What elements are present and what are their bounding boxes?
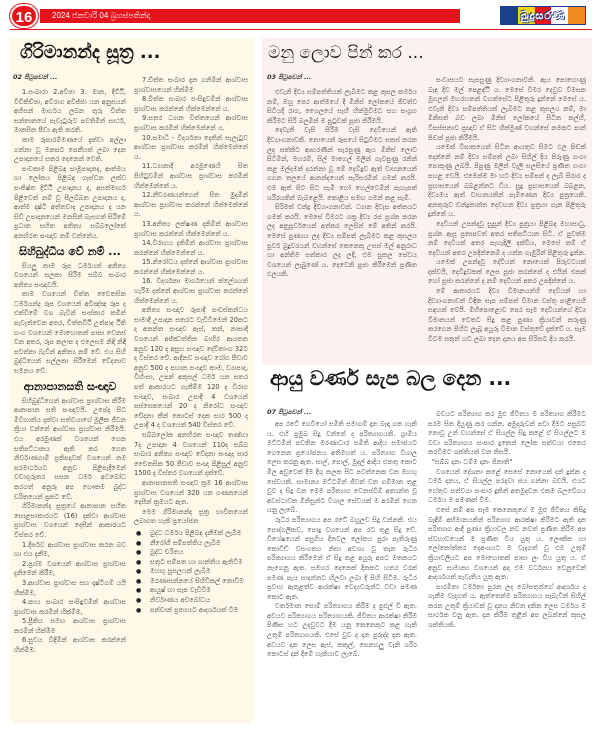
paragraph: 4.කාය සංඛාර සංසිඳුවමින් ආශ්වාස ප්‍රාශ්වාස කරමින් හික්මීම, [14, 598, 126, 616]
article-column [14, 88, 126, 718]
paragraph: 14.විරාගය දකිමින් ආශ්වාස ප්‍රාශ්වාස කරන්නේ හික්මෙන්නේ ය. [134, 239, 248, 257]
paragraph: ගිරිමානන්ද සූත්‍රයේ ආනාපාන සහිත සොළසාකාරයට (16) දක්වා ආශ්වාස ප්‍රාශ්වාස වශයෙන් දෙසීන් ආකාරයට විස්තර වේ. [14, 502, 126, 539]
paragraph: බවයට පරිත්‍යාග කර මුළු ජීවිතය ම පරිත්‍යාග කිරීමට පරම සිත දියුණු කර ගන්න. අමුදාරුවන් පවා දීමට පසුබට නොවූ උන් වහන්සේ ඒ සියල්ල සිදු කළේ ඒ සියල්ලට ම වඩා පරිත්‍යාගය සංසාර දුකෙන් ලෝක සත්වයා එතෙර කරවීමට ශක්තියක් වන නිසයි. [428, 410, 586, 457]
paragraph: මේ ආකාරයට දිව්‍ය විමානයන්හි දෙවියන් හා දිව්‍යාංගනාවන් විඳින සැප සම්පත් විමාන වස්තු පාළියෙහි සඳහන් වෙයි. මිහිපොළොව පෙර සෑම දෙවියන්ගේ දිව්‍ය විමානයන් වෙතට සිදු කළ පුණ්‍ය ක්‍රියාවන් කරුණු කරගෙන පිහිට ලැබූ අයුරු විමාන වස්තුවේ දැක්වේ ය. සෑම විටම සතුන් හට ලබා දෙන දානය අප සිරිකට දිය කරයි. [428, 287, 586, 344]
article-continued-from: 07 පිටුවෙන් ... [267, 408, 312, 416]
article-column [267, 420, 417, 725]
article-continued-from: 03 පිටුවෙන් ... [267, 73, 312, 81]
list-item: ● ආයුෂ් හා සැප වැඩිවීම [134, 586, 248, 596]
subheading: සිහිබුද්ධිය වේ නම් ... [19, 244, 121, 258]
paragraph: කාම රූපාරම්මණයේ දැක්වා අල්ලා ගන්නා වූ මනසට පෙනීයත් ලබා දෙන උපාදානයේ සතර දෙනෙන් වෙති. [14, 135, 126, 164]
paragraph: සියලු කාම රූප ධර්මයන් අනිත්‍ය වශයෙන් සලකා සිරීම සබ්බ සංඛාර අනිත්‍ය සංඥාවයි. [14, 261, 126, 289]
paragraph: දෙවැනි වැසි සිරීම වැසි දෙවියෙන් ඇති දිව්‍යාංගනාවකි. නොයෙන් රූපයේ සිටුවීමට සකස් කරන ලද සත්කිට ආභරණීන් සැරසුණු ඇය මිනිස් ලොව සිටිමින්, මහරම්, සිල් මාගෙල් මලින් ගැවසුණු රනින් කළ මල්දමක් දරන්නා වූ මේ දෙවිදුව ඇත් වාහනයෙන් ගගන තලයේ ආනන්දයෙන් සැරිසරමින් ගමන් කරයි. එම ඇත් පිට සිට සැමි හෝ හෙල්වෙමින් පැහැපත් ශරීරයකින් බැබළෙයි. කොළිය සමඟ ගමන් කළ සැමි. [267, 126, 417, 202]
list-item: ● සතුට සම්පත හා ශාන්තිය ඇතිවීම [134, 558, 248, 568]
publication-logo [500, 6, 586, 25]
paragraph: වර්තමාන සොම් පරිත්‍යාගය කිරීම ද පුළුල් වී ඇත. අවයව පරිත්‍යාගය පරිත්‍යාගයකි. ජීවිතය ආරක්ෂා කිරීම පිණිස හට උදවුවට දීම යනු කෙනෙකුට කළ හැකි උතුම් පරිත්‍යාගයකි. එසේ වුව ද දාන පුරුද්ද දැක ඇත. අවයව දාන ලෙස ඇස්, කකුල්, පෙනහලු වැනි ශරීර කොටස් දන් දීමේ හැකියාව ලැබේ. [267, 602, 417, 659]
list-item: ● නිර්වාණය අවබෝධය [134, 596, 248, 606]
logo-text: බුදුසරණ [520, 9, 566, 22]
paragraph: සංවාසයට සැපසුණු දිව්‍යාංගනාවකි. ඇය පොහොණු බැඳ දිව මල් පෙළඳ්ඨි ය. මෙසේ විමර දෙවුව විමසන මුගලන් මහරහතන් වහන්සේට පිළිතුරු දුන්නේ මෙසේ ය. එවැනි දිව්‍ය සම්පත්තියක් ලැබීමට කළ කුසලය නම්, මා මිනිසත් බව ලබා මිනිස් ලෝකයේ සිටින කල්හී, විපස්සනාව ප්‍රඥාව ඒ සිට හික්මුණ් වහන්සේ නමකට පාන් පිඬක් පූජා කිරීමයි. [428, 76, 586, 142]
paragraph: යමෙක් විපාකයෙන් සිටින ආයතුව සිමට ඵල පිඬක් දෙන්නේ නම් දිව්‍ය සම්පත් ලබා සිහිල් දිය පිරුණු ගංගා පොකුණු ලබයි. පිපුණු මලින් වැලි සලසියේ ප්‍රණීත ගංගා පහළ වෙයි. එමෙන්ම මා හට දිව්‍ය සම්පත් ද ලැබී සිරාර ද ප්‍රභාසයෙන් බබළන්නට විය. සුදු ප්‍රභාසයෙන් බබළන, දිව්‍යමය ඇත් වාහනයකින් පැමිණෙන දිව්‍ය පුත්‍රයෙකි. අනතුරුව චන්ද්‍රකාන්ත දෙවඟන දිව්‍ය පුත්‍රයා ගැන පිළිතුරු දුන්නේ ය. [428, 143, 586, 219]
paragraph: 5.ප්‍රීතිය සමඟ ආශ්වාස ප්‍රාශ්වාස කරමින් හික්මීම [14, 617, 126, 635]
paragraph: සිහිබුද්ධියෙන් ආශ්වාස ප්‍රාශ්වාස කිරීම ආනාපාන සති සංඥාවයි. උපේදා සිට මිවිහාන්ය දක්වා සත්වයාගේ මූලික ජීවන ක්‍රියා වන්නේ ආශ්වාස ප්‍රාශ්වාස කිරීමයි. එය අරමුණක් වශයෙන් ගෙන සතිපට්ඨානය ඇති කර ගෙන නිර්වාණගාමී ප්‍රතිපදාවක් වශයෙන් නම පරමාර්ථයට අනුව පිළිපැදීමෙන් වඩාගුරුතර සසන ධර්ම අවබෝධ කරගත් අනුරූ අප ගෞතම බුද්ධ චරිතයෙන් ප්‍රකට වේ. [14, 396, 126, 501]
article-column [428, 410, 586, 630]
article-continued-from: 02 පිටුවෙන් ... [13, 73, 58, 81]
quotation: "සබ්බ දානං ධම්ම දානං ජිනාති" [432, 457, 513, 466]
paragraph: 11.ධ්‍යානාදී අරමුණෙහි සිත පිහිටුවමින් ආශ්වාස ප්‍රාශ්වාස කරමින් හික්මෙන්නේ ය. [134, 162, 248, 190]
paragraph: 16. විදර්ශනා මාර්ගයෙන් ක්ලේශයන් හැරීම දක්නේ ආශ්වාස ප්‍රාශ්වාස කරන්නේ හික්මෙන්නේ ය. [134, 277, 248, 305]
paragraph: 10.සමාධි - විදර්ශනා දෙකින් සැලැටුව ආශ්වාස ප්‍රාශ්වාස කරමින් හික්මෙන්නේ ය. [134, 133, 248, 161]
paragraph: වශයෙන් දේශනා කළේ සෙසේ නොයෙක් දන් දුන්න ද ධර්ම දානය, ඒ සියල්ල පරදවා ජය ගන්නා බවයි. එයට හේතුව සත්වයා සංසාර දුකින් අතමුදවන එකම බලවේගය ධර්මය ම පමණක් වීම. [428, 467, 586, 505]
paragraph: 6.සුවය විඳිමින් ආශ්වාස කරන්නේ හික්මීම. [14, 636, 126, 655]
paragraph: 2.ප්‍රශ්ම වශයෙන් ආශ්වාස ප්‍රාශ්වාස දැනිමෙන් කිරීම, [14, 559, 126, 578]
article-title-manu-lowa: මනු ලොව පින් කර ... [268, 43, 424, 63]
paragraph: 12.නීවරණයන්ගෙන් සිත මුදමින් ආශ්වාස ප්‍රාශ්වාස කරන්නේ හික්මෙන්නේ ය. [134, 191, 248, 219]
page-header [0, 0, 600, 34]
paragraph: එවැනි දිව්‍ය සම්පත්තියක් ලැබීමට කළ කුසල කර්මය නම්, ඔහු පෙර ආත්මයේ දී මිනිස් ලෝකයේ ජීවත්ව සිටියදී රාග, ශෛලයේ සෑහී හික්මුවීමට සහ සංග්‍රහ කිරීමට සිරි බලමින් ම පුටුවක් පූජා කිරීමයි. [267, 88, 417, 125]
paragraph: අනිත්‍ය සංඥාව රූපාදී පංචස්කන්ධය සාමාදී උපාදාන සතරට වැඩිවීමෙන් 20කට ද අනන්ත සංඥාව ඇස්, කන්, නාසාදී වශයෙන් අජ්ඣත්තික බාහිර ආයතන අනුව 120 ද අසුභ සංඥාව දේවිතාංග 32ට ද විස්තර වේ. ආදීනව සංඥාව රෝග පීඩාව අනුව 500 ද පහාන සංඥාව කාම, ව්‍යාපාද, විහිංසා, උපන් අකුසල් ධර්ම යන සතර පත් ආකාරයට ගැනීමීම 120 ද විරාග සංඥාව, සංඛාර උපාදී 4 වශයෙන් පස්සෙකයෙන් 20 ද නිරෝධ සංඥාව වේදනා කීන් කොටස් දෙක සාර 500 ද උපාදී 4 ද වශයෙන් 540 විස්තර වේ. [134, 306, 248, 430]
paragraph: මෙම ගිරිමානන්ද සූත්‍ර භාවිතයෙන් ලබාගත හැකි ප්‍රයෝජන [134, 507, 248, 526]
paragraph: එසේ නම් අප සෑම කෙනෙකුගේ ම මුළු ජීවිතය කිසිදු බැඳීම් අභිමානයකින් පරිත්‍යාග ආරක්ෂා කිරීමට ඇති දාන පරිත්‍යාග ආදී පුණ්‍ය ක්‍රියාවල නව නවත් ප්‍රණීත කිරීම අප ස්වභාවයෙන් ම ප්‍රණීත විය යුතු ය. ලෞකික හා ලෝකෝත්තර දෙඅංශයට ම වැදගත් වූ එම උතුම් ක්‍රියාවලියට අප මොහොතක් පාසා ලං විය යුතු ය. ඒ අනුව සාමාන්‍ය වශයෙන් අද එම වර්ධනය වෙනුවෙන් ආදර්ශයක් පැවැතිය යුතු ඇත. [428, 505, 586, 582]
subheading: ආනාපානසති සංඥාව [23, 379, 117, 393]
list-item: ● බුද්ධ චරිතය [134, 548, 248, 558]
list-item: ● බුද්ධ ධර්මය පිළිබඳ දැනීමක් ලැබීම [134, 529, 248, 539]
paragraph: 1.සංඛාරා 2.අවිඡා 3. මාන, දිට්ඨි, විචිකිච්ඡා, අවිරාග අවිජ්ජා යන අනුසයන් අභිසන් මාර්ගය ලබන තුරු චිත්ත සන්තානයේ පැවැටුරුව පවතිමින් සාර්ථ, මානසික පීඩා ඇති කරති. [14, 88, 126, 135]
paragraph: අප රටේ ගෙවියෝ සමිති සමාගම් දෑත බැඳ ගත හැකි ය. එහි ප්‍රමුඛ සිදු වන්නේ ද පරිත්‍යාගයකි. ග්‍රාමීය මට්ටමින් පවතින මරණාධාර සමිති ආදිය සමාජයට ගෙනෙන ප්‍රයෝජනය අතිමහත් ය. පරිත්‍යාග විශාල ලෙස කරනු ඇත. සාල්, පොල්, මුදල් ආදිය එකතු කොට මිල අඩුවෙන් දීම දිගු කලක සිට පවත්නෙක වන මහඟු සේවයකි. සාමාන්‍ය මට්ටමින් ජීවත් වන ගම්මාන තුළ වුව ද සිදු වන මෙම පරිත්‍යාග වෙනස්වීම් අත්‍යන්ත වූ අවස්ථාවක මිනිසුන්ට විශාල සේවයක් ම අරමින් ගෙන යනු ලැබේ. [267, 420, 417, 515]
page-number-badge: 16 [10, 4, 38, 28]
paragraph: සිරිමත් වන්ද්‍ර දිව්‍යාංගනාවක්. ධ්‍යාන දිවැස අත්තයට ගමන් කරයි. මෙසේ විමරට ශක්‍ර දිව්‍ය රජ ප්‍රශ්න කරන ලද අනුපූර්වයෙන් අත්කර ලෙසින් මේ අතින් කරයි. මෙසේ පුණ්‍යය ලද දිව්‍ය සම්පත් ලැබීමට කළ කුසලය පුර්ව බුදුවරයන් වහන්සේ කෙනෙකු උසස් මල් අනුරාධ හා අන්තිම සත්කාර ලද ලදී, එම සුකල සේවය වශයෙන් ලැබුණේ ය. දෙවෙනි පූජා කිරීමෙන් ප්‍රණීත ඵලයකි. [267, 203, 417, 279]
article-column [267, 88, 417, 363]
paragraph: 1.දීර්ඝව ආශ්වාස ප්‍රාශ්වාස කරන බව හා එය දැනීම, [14, 540, 126, 559]
header-divider [10, 29, 592, 30]
paragraph: 7.චිත්ත සංඛාර දැන ගනිමින් ආශ්වාස ප්‍රාශ්වාසයෙන් හික්මීම [134, 76, 248, 94]
benefits-list [134, 529, 248, 615]
paragraph: 15.නිරෝධය දක්නේ ආශ්වාස ප්‍රාශ්වාස කරන්නේ හික්මෙන්නේ ය. [134, 258, 248, 276]
list-item: ● මරණාසන්නයේ සිහිවිකල් නොවීම [134, 577, 248, 587]
paragraph: පංචකාම පිළිබඳ සාමූපාදානද, ආත්මය හා ලෝකය පිළිබඳ ගෑස්වන ලක්ව සංකිෂ්ත දිට්ඨි උපාදානය ද, අසත්මාර්ග පිළිවෙත් නම් වූ සීලබ්බත උපාදානය ද, ආත්ම දෘෂ්ටි අත්තවාද උපාදානය ද යන සිව් උපාදානයෙන් මනසින් බැසගත් සිරීමේ ප්‍රධාන සහිත අනිත්‍ය සබ්බලෝකේ අනභිරත සංඥාව නම් වන්නේය. [14, 164, 126, 240]
article-column [134, 76, 248, 718]
paragraph: රුධිර පරිත්‍යාගය අප රටේ බහුලව සිදු වන්නකි. එය පොද්ගලිකව, පොදු වශයෙන් අප රට තුළ සිදු වේ. විශේෂයෙන් පසුගිය දිනවල ලෝකය පුරා පැතිරුණු කොවිඩ් වසංගතය නිසා අවශ්‍ය වූ තැන රුධිර පරිත්‍යාගය කිරීමෙන් ඒ සිදු කළ අයුරු අපට මතකයට නැගෙනු ඇත. සමහර දෙනෙක් දිනකට හතර වරක් පමණ පැය සාදන්නට හිලවා ලබා දී සිහි සිටීම. රුධිර ප්‍රවාහ ඇතුළත්ව ආරක්ෂා වෙද්‍යවරුන්ට වඩා පමණ කොට ඇත. [267, 515, 417, 601]
article-title-girimananda: ගිරිමානන්ද සූත්‍ර ... [20, 42, 161, 63]
paragraph: 9.සතර ධ්‍යාන චිත්තයෙන් ආශ්වාස ප්‍රාශ්වාස කරමින් හික්මෙන්නේ ය. [134, 114, 248, 132]
paragraph: කාම වශයෙන් චිත්ත චෛතසික ධර්මයන්ද රූප වශයෙන් අවිඤ්ඤ රූප ද එක්වීමේ වශ බැවින් සංස්කාර කමින් පැවැත්වෙන අතර, චිත්තවීථි උත්පාද ඨිති භංග වශයෙන් මොහොතක් පාසා වෙනස් වන අතර, රූප කලාප ද එලෙසම නිඳි නිඳී පවත්නා බැවින් අනිත්‍ය නම් වේ. එය සිහි බුද්ධියෙන් සල්ලකා සිරීමෙන් වේදනාව සමනය වේ. [14, 290, 126, 376]
list-item: ● පන්චාන් ප්‍රත්‍යයට ආදර්ශයක් වීම [134, 606, 248, 616]
list-item: ● මහඟු සුසලයක් ලැබීම [134, 567, 248, 577]
article-column [428, 76, 586, 363]
paragraph: සබ්බලෝක අනභිරත සංඥාව තණ්හා 7ද උපාදාන 4 වශයෙන් 110ද සබ්බ සංඛාර අනිත්‍ය සංඥාව වේදනා සංඥාද සාර චෛතසික 50 පීඩාව සංඥා පිළිසුල් අනුව 1500 ද විස්තර වශයෙන් දක්වේ. [134, 430, 248, 478]
paragraph: ආනාපානසති සංඥාව ක්‍රම 16 ආශ්වාස ප්‍රාශ්වාස වශයෙන් 320 යන ගණනයෙන් දෙසීන් ක්‍රමයට ඇත. [134, 478, 248, 507]
paragraph: 8.චිත්ත සංඛාර සංසිඳුවමින් ආශ්වාස ප්‍රාශ්වාස කරන්නේ හික්මෙන්නේ ය. [134, 95, 248, 113]
paragraph: පාරමිතා ධර්මතා පුරන ලද බෝසතුන්ගේ ආදර්ශය ද ගැනීම වැදගත් ය. ඇත්තෙන්ම පරිත්‍යාගය සැබැවින් සිහිල් කරන උතුම් ක්‍රියාවක් වූ දානය නිවන දකින ලෙස ධර්මය ම සාර්ථක වනු ඇත. දාන කිරීම තුළින් අප ලබන්නේ කුසල ශක්තියකි. [428, 582, 586, 630]
paragraph: 13.අනිත්‍ය ලක්ෂණ දකිමින් ආශ්වාස ප්‍රාශ්වාස කරන්නේ හික්මෙන්නේ ය. [134, 219, 248, 238]
paragraph: 3.ආශ්වාස ප්‍රාශ්වාස සහ දෘෂ්ටිගම් යයි හික්මීම, [14, 578, 126, 597]
list-item: ● නීරෝගී සම්පත්තිය ලැබීම [134, 539, 248, 549]
header-date: 2024 ජනවාරි 04 බ්‍රහස්පතින්දා [52, 11, 151, 20]
paragraph: දෙවියන් උපන්දවූ සුපුන් දිව්‍ය පුත්‍රයා පිළිබඳ මහාසාධු, ප්‍රශ්න ඇසූ ප්‍රතාපවත් අතර සතිපට්ඨාන සිටී. ඒ පුවත්ම නම් දෙවියන් අතර පැහැදිලි දක්විය, මෙසේ නම් ඒ දෙවියන් අතර උපදින්නෙමි ද යන්න ගැඹුරින් පිළිතුරු දුන්න. [428, 219, 586, 257]
article-title-ayu-varna: ආයු වර්ණ සැප බල දෙන ... [270, 366, 512, 390]
paragraph: යමෙක් උපන්දවූ දේවියන් නොයෙක් පිරුවටයක් දක්වයි, දෙවිදුවකක් ලෙස පූජා කරන්නේ ද එයින් එකක් හෝ පූජා කරන්නේ ද නම් දෙවියන් අතර උපදින්නේ ය. [428, 258, 586, 286]
